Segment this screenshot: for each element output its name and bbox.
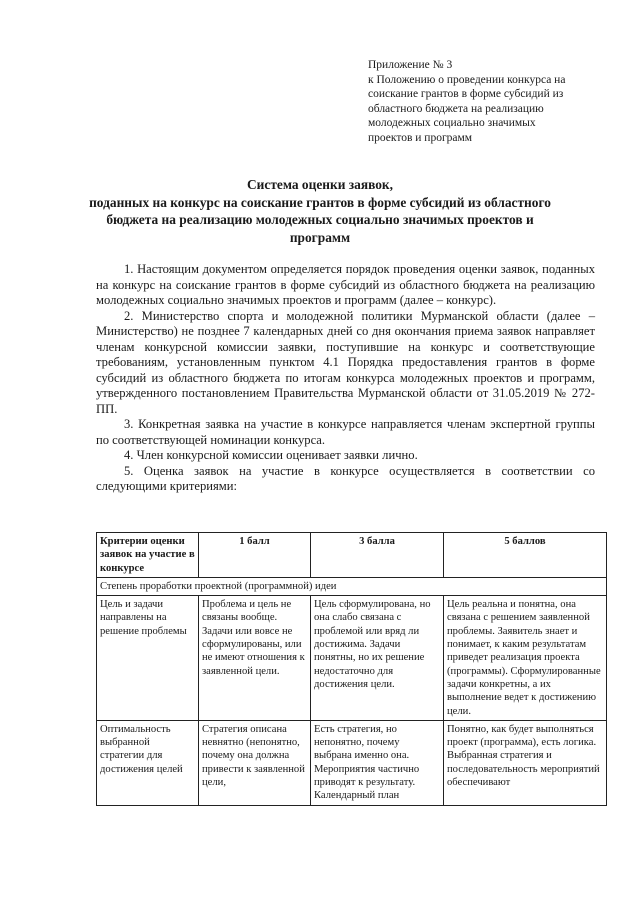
paragraph-3: 3. Конкретная заявка на участие в конкурсе направляется членам экспертной группы по соответствующей номинации конкурса. [96, 417, 595, 447]
appendix-note [368, 58, 618, 146]
table-cell: Есть стратегия, но непонятно, почему выбрана именно она. Мероприятия частично приводят к результату. Календарный план [311, 720, 444, 805]
title-line: бюджета на реализацию молодежных социально значимых проектов и [106, 212, 534, 228]
appendix-line: молодежных социально значимых [368, 117, 536, 130]
header-1-point: 1 балл [199, 533, 311, 578]
table-header-row [97, 533, 607, 578]
table-cell: Понятно, как будет выполняться проект (программа), есть логика. Выбранная стратегия и последовательность мероприятий обеспечивают [444, 720, 607, 805]
paragraph-2: 2. Министерство спорта и молодежной политики Мурманской области (далее – Министерство) не позднее 7 календарных дней со дня окончания приема заявок направляет членам конкурсной комиссии заявки, поступившие на конкурс и соответствующие требованиям, установленным пунктом 4.1 Порядка предоставления грантов в форме субсидий из областного бюджета по итогам конкурса молодежных проектов и программ, утвержденного постановлением Правительства Мурманской области от 31.05.2019 № 272-ПП. [96, 308, 595, 416]
document-body [96, 262, 595, 495]
appendix-line: к Положению о проведении конкурса на [368, 73, 566, 86]
table-cell: Оптимальность выбранной стратегии для достижения целей [97, 720, 199, 805]
table-section-row [97, 577, 607, 595]
header-3-points: 3 балла [311, 533, 444, 578]
paragraph-5: 5. Оценка заявок на участие в конкурсе осуществляется в соответствии со следующими критериями: [96, 463, 595, 493]
table-row [97, 596, 607, 721]
title-line: Система оценки заявок, [247, 177, 393, 192]
appendix-line: соискание грантов в форме субсидий из [368, 88, 564, 101]
paragraph-1: 1. Настоящим документом определяется порядок проведения оценки заявок, поданных на конкурс на соискание грантов в форме субсидий из областного бюджета на реализацию молодежных социально значимых проектов и программ (далее – конкурс). [96, 262, 595, 307]
paragraph-4: 4. Член конкурсной комиссии оценивает заявки лично. [124, 448, 418, 462]
header-criteria: Критерии оценки заявок на участие в конкурсе [97, 533, 199, 578]
table-cell: Цель и задачи направлены на решение проблемы [97, 596, 199, 721]
appendix-line: областного бюджета на реализацию [368, 102, 544, 115]
document-title [70, 176, 570, 246]
table-cell: Цель реальна и понятна, она связана с решением заявленной проблемы. Заявитель знает и понимает, к каким результатам приведет реализация проекта (программы). Сформулированные задачи конкретны, а их выполнение ведет к достижению цели. [444, 596, 607, 721]
header-5-points: 5 баллов [444, 533, 607, 578]
appendix-line: Приложение № 3 [368, 59, 453, 71]
table-cell: Стратегия описана невнятно (непонятно, почему она должна привести к заявленной цели, [199, 720, 311, 805]
table-row [97, 720, 607, 805]
section-title: Степень проработки проектной (программной) идеи [97, 577, 607, 595]
table-cell: Проблема и цель не связаны вообще. Задачи или вовсе не сформулированы, или не имеют отношения к заявленной цели. [199, 596, 311, 721]
appendix-line: проектов и программ [368, 131, 473, 144]
title-line: поданных на конкурс на соискание грантов в форме субсидий из областного [89, 194, 551, 210]
table-cell: Цель сформулирована, но она слабо связана с проблемой или вряд ли достижима. Задачи понятны, но их решение недостаточно для достижения цели. [311, 596, 444, 721]
criteria-table [96, 532, 607, 806]
title-line: программ [289, 229, 351, 245]
